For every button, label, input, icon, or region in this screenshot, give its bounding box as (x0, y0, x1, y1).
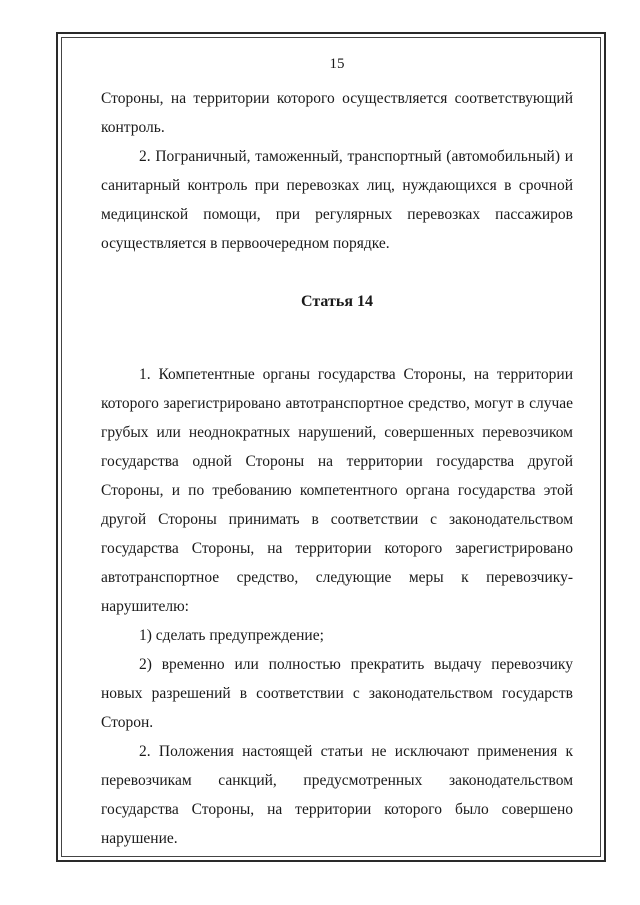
page-content (101, 44, 573, 853)
article-list-item-2: 2) временно или полностью прекратить выдачу перевозчику новых разрешений в соответствии с законодательством государств Сторон. (101, 656, 573, 731)
article-paragraph-2: 2. Положения настоящей статьи не исключают применения к перевозчикам санкций, предусмотренных законодательством государства Стороны, на территории которого было совершено нарушение. (101, 743, 573, 847)
article-list-item-1: 1) сделать предупреждение; (139, 627, 324, 644)
page-number: 15 (329, 56, 345, 72)
spacer (101, 258, 573, 287)
article-title: Статья 14 (301, 293, 373, 310)
paragraph-border-control: 2. Пограничный, таможенный, транспортный (автомобильный) и санитарный контроль при перевозках лиц, нуждающихся в срочной медицинской помощи, при регулярных перевозках пассажиров осуществляется в первоочередном порядке. (101, 148, 573, 252)
article-paragraph-1: 1. Компетентные органы государства Стороны, на территории которого зарегистрировано автотранспортное средство, могут в случае грубых или неоднократных нарушений, совершенных перевозчиком государства одной Стороны на территории государства другой Стороны, и по требованию компетентного органа государства этой другой Стороны принимать в соответствии с законодательством государства Стороны, на территории которого зарегистрировано автотранспортное средство, следующие меры к перевозчику-нарушителю: (101, 366, 573, 615)
paragraph-continuation: Стороны, на территории которого осуществляется соответствующий контроль. (101, 90, 573, 136)
spacer (101, 316, 573, 360)
